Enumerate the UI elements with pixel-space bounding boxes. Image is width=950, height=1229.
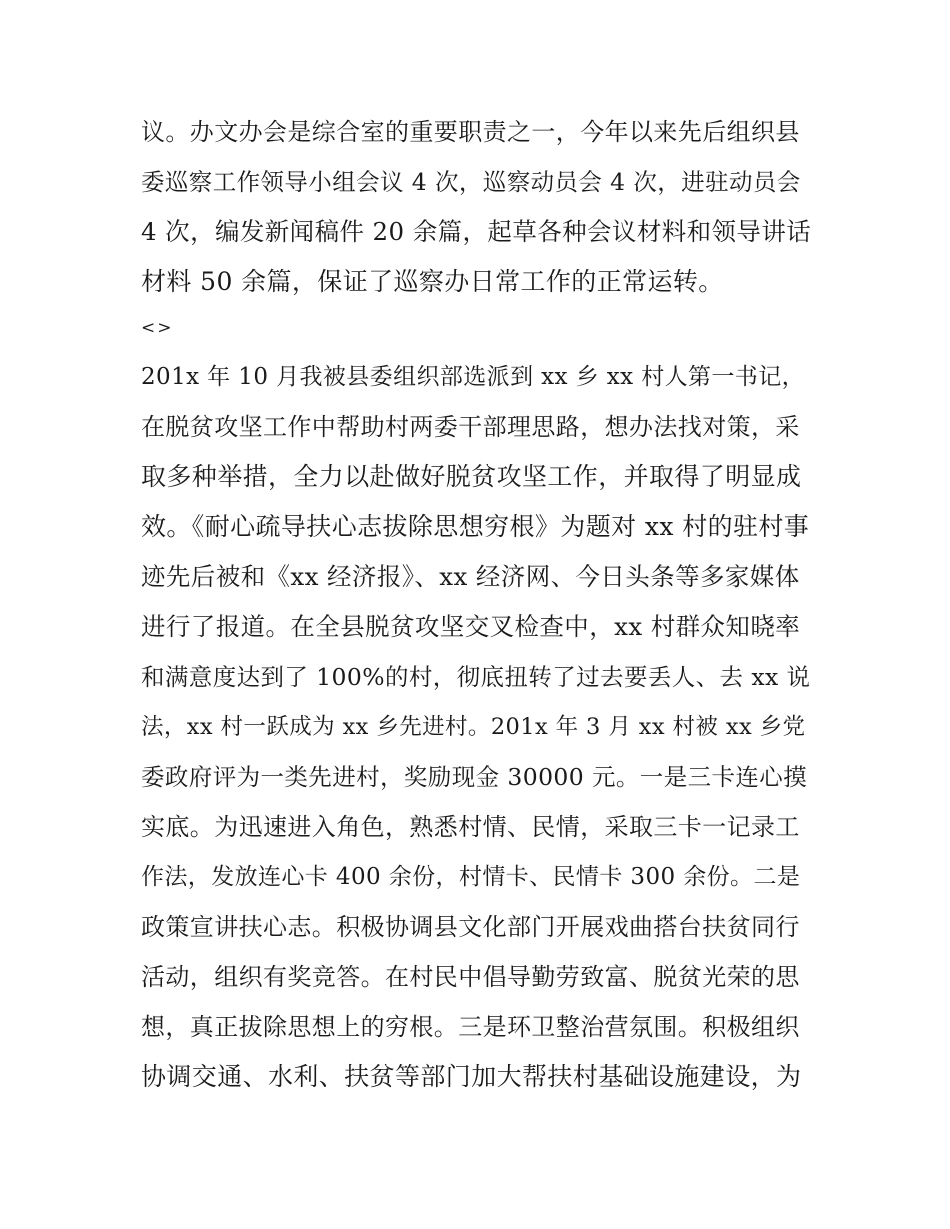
- paragraph-2-line-8: 法，xx 村一跃成为 xx 乡先进村。201x 年 3 月 xx 村被 xx 乡党: [141, 714, 806, 740]
- paragraph-2-line-9: 委政府评为一类先进村，奖励现金 30000 元。一是三卡连心摸: [141, 763, 808, 791]
- paragraph-2-line-10: 实底。为迅速进入角色，熟悉村情、民情，采取三卡一记录工: [141, 813, 800, 841]
- paragraph-1-line-2: 委巡察工作领导小组会议 4 次，巡察动员会 4 次，进驻动员会: [141, 168, 801, 196]
- paragraph-1-line-4: 材料 50 余篇，保证了巡察办日常工作的正常运转。: [141, 267, 724, 296]
- paragraph-2-line-2: 在脱贫攻坚工作中帮助村两委干部理思路，想办法找对策，采: [141, 413, 800, 441]
- paragraph-2-line-3: 取多种举措，全力以赴做好脱贫攻坚工作，并取得了明显成: [141, 462, 802, 491]
- paragraph-1-line-1: 议。办文办会是综合室的重要职责之一，今年以来先后组织县: [141, 118, 800, 146]
- paragraph-2-line-6: 进行了报道。在全县脱贫攻坚交叉检查中，xx 村群众知晓率: [141, 612, 801, 641]
- paragraph-2-line-7: 和满意度达到了 100%的村，彻底扭转了过去要丢人、去 xx 说: [141, 663, 811, 691]
- paragraph-2-line-15: 协调交通、水利、扶贫等部门加大帮扶村基础设施建设，为: [141, 1062, 802, 1091]
- paragraph-2-line-13: 活动，组织有奖竞答。在村民中倡导勤劳致富、脱贫光荣的思: [141, 963, 800, 991]
- paragraph-2-line-5: 迹先后被和《xx 经济报》、xx 经济网、今日头条等多家媒体: [141, 562, 800, 591]
- paragraph-2-line-14: 想，真正拔除思想上的穷根。三是环卫整治营氛围。积极组织: [141, 1013, 800, 1041]
- paragraph-2-line-4: 效。《耐心疏导扶心志拔除思想穷根》为题对 xx 村的驻村事: [141, 512, 810, 541]
- paragraph-2-line-11: 作法，发放连心卡 400 余份，村情卡、民情卡 300 余份。二是: [141, 864, 801, 890]
- paragraph-2-line-12: 政策宣讲扶心志。积极协调县文化部门开展戏曲搭台扶贫同行: [141, 913, 800, 941]
- paragraph-2-line-1: 201x 年 10 月我被县委组织部选派到 xx 乡 xx 村人第一书记，: [141, 364, 805, 390]
- paragraph-1-line-3: 4 次，编发新闻稿件 20 余篇，起草各种会议材料和领导讲话: [141, 217, 812, 246]
- section-separator: <>: [141, 318, 174, 338]
